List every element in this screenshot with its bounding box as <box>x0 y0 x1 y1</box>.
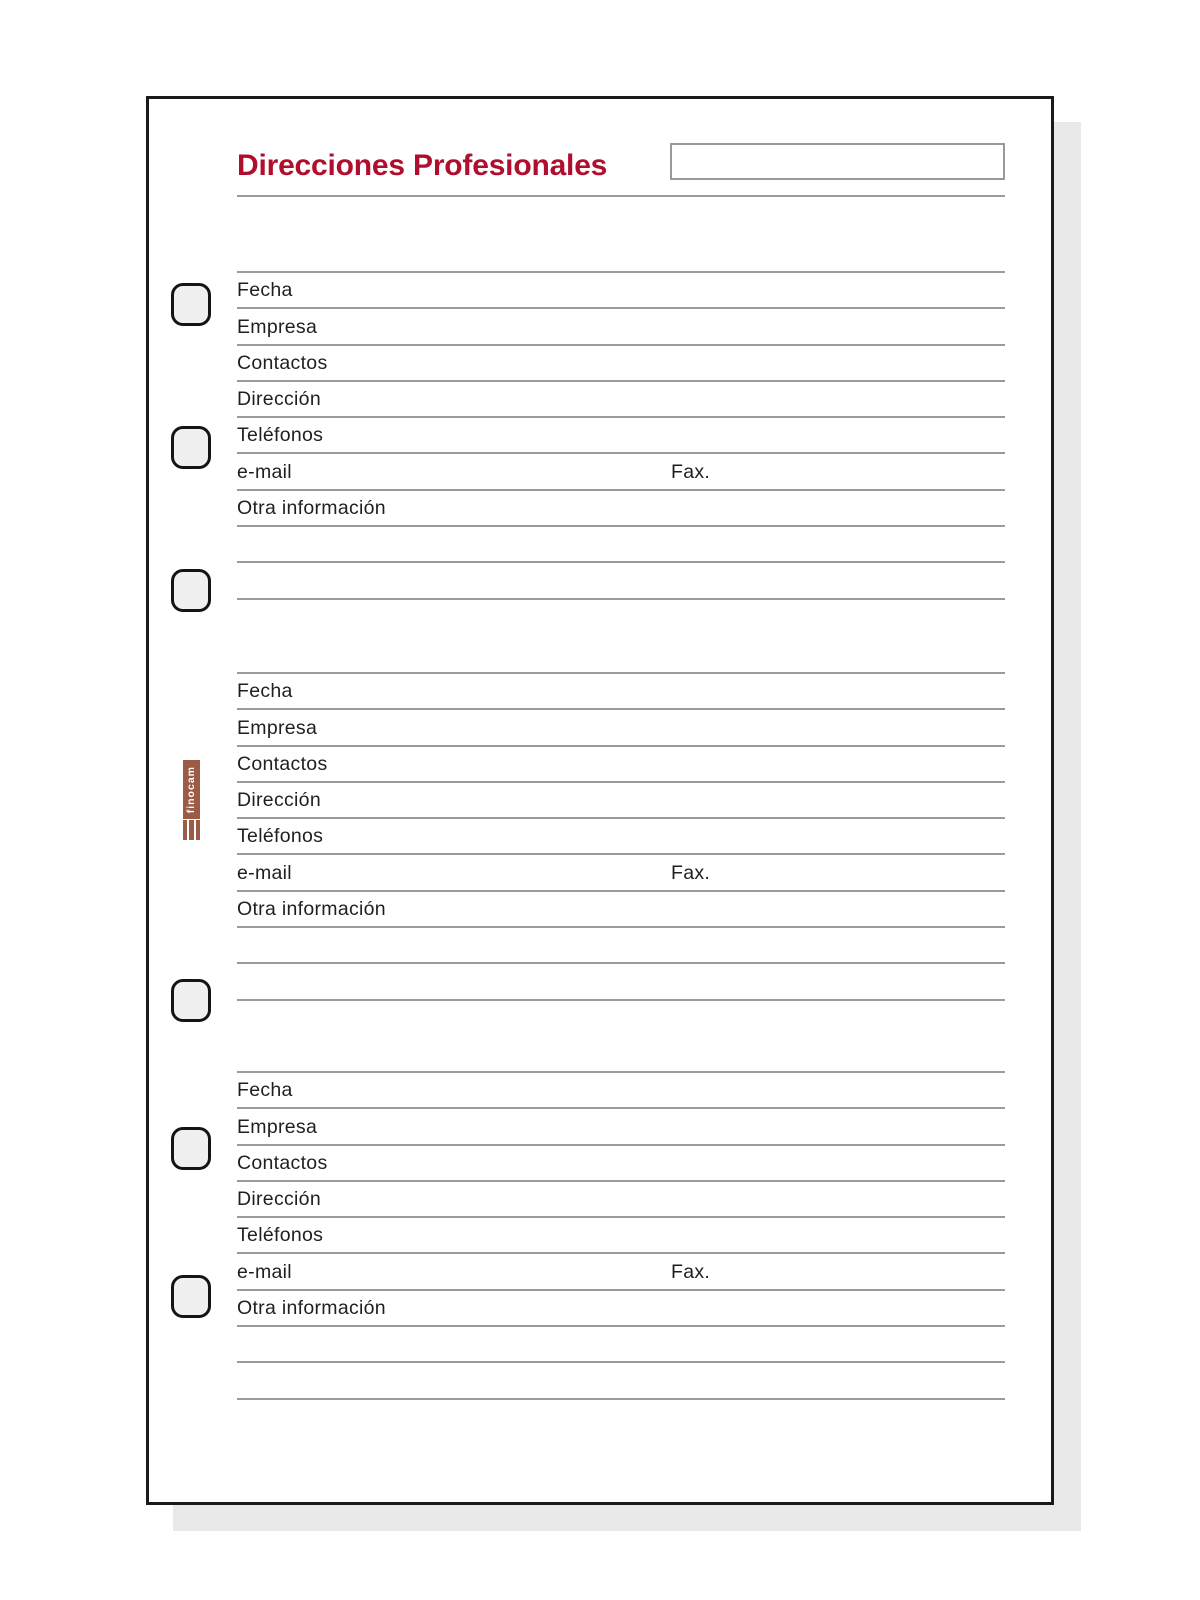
field-label-contactos: Contactos <box>237 351 328 374</box>
punch-hole <box>171 426 211 469</box>
address-block-3 <box>237 1071 1005 1400</box>
punch-hole <box>171 979 211 1022</box>
field-label-empresa: Empresa <box>237 1115 318 1138</box>
field-label-empresa: Empresa <box>237 315 318 338</box>
field-row-direccion <box>237 1182 1005 1218</box>
finocam-logo-text: finocam <box>185 765 198 814</box>
finocam-logo-stripes <box>183 820 200 840</box>
blank-write-line <box>237 1363 1005 1399</box>
field-label-email: e-mail <box>237 460 292 483</box>
field-label-direccion: Dirección <box>237 1188 321 1211</box>
field-row-fecha <box>237 273 1005 309</box>
logo-stripe <box>189 820 193 840</box>
field-label-telefonos: Teléfonos <box>237 1224 324 1247</box>
title-entry-box <box>670 143 1005 180</box>
title-rule <box>237 195 1005 197</box>
blank-write-line <box>237 563 1005 599</box>
field-row-empresa <box>237 309 1005 345</box>
logo-stripe <box>196 820 200 840</box>
field-label-fecha: Fecha <box>237 1079 293 1102</box>
field-row-telefonos <box>237 819 1005 855</box>
field-row-fecha <box>237 1073 1005 1109</box>
field-label-direccion: Dirección <box>237 388 321 411</box>
field-label-contactos: Contactos <box>237 752 328 775</box>
field-label-empresa: Empresa <box>237 716 318 739</box>
blank-write-line <box>237 928 1005 964</box>
field-row-otra-informacion <box>237 892 1005 928</box>
finocam-logo-box <box>183 760 200 819</box>
field-label-email: e-mail <box>237 861 292 884</box>
field-label-contactos: Contactos <box>237 1151 328 1174</box>
field-row-empresa <box>237 1109 1005 1145</box>
field-row-direccion <box>237 382 1005 418</box>
punch-hole <box>171 1127 211 1170</box>
field-row-telefonos <box>237 418 1005 454</box>
field-label-otra-informacion: Otra información <box>237 1297 386 1320</box>
field-label-fax: Fax. <box>671 460 711 483</box>
blank-write-line <box>237 527 1005 563</box>
field-label-otra-informacion: Otra información <box>237 898 386 921</box>
field-row-telefonos <box>237 1218 1005 1254</box>
blank-write-line <box>237 1327 1005 1363</box>
finocam-logo <box>183 760 200 840</box>
field-label-telefonos: Teléfonos <box>237 424 324 447</box>
field-label-fax: Fax. <box>671 861 711 884</box>
field-label-fecha: Fecha <box>237 279 293 302</box>
field-row-email-fax <box>237 1254 1005 1290</box>
field-label-email: e-mail <box>237 1260 292 1283</box>
field-row-contactos <box>237 1146 1005 1182</box>
blank-write-line <box>237 964 1005 1000</box>
field-row-fecha <box>237 674 1005 710</box>
field-row-contactos <box>237 747 1005 783</box>
field-row-email-fax <box>237 454 1005 490</box>
field-label-direccion: Dirección <box>237 789 321 812</box>
field-row-otra-informacion <box>237 1291 1005 1327</box>
logo-stripe <box>183 820 187 840</box>
field-label-fax: Fax. <box>671 1260 711 1283</box>
address-block-1 <box>237 271 1005 600</box>
page-title: Direcciones Profesionales <box>237 149 608 182</box>
field-row-email-fax <box>237 855 1005 891</box>
field-label-otra-informacion: Otra información <box>237 497 386 520</box>
field-row-empresa <box>237 710 1005 746</box>
field-row-otra-informacion <box>237 491 1005 527</box>
field-row-direccion <box>237 783 1005 819</box>
punch-hole <box>171 569 211 612</box>
punch-hole <box>171 283 211 326</box>
field-row-contactos <box>237 346 1005 382</box>
field-label-fecha: Fecha <box>237 680 293 703</box>
address-block-2 <box>237 672 1005 1001</box>
punch-hole <box>171 1275 211 1318</box>
field-label-telefonos: Teléfonos <box>237 825 324 848</box>
organizer-page <box>146 96 1054 1505</box>
